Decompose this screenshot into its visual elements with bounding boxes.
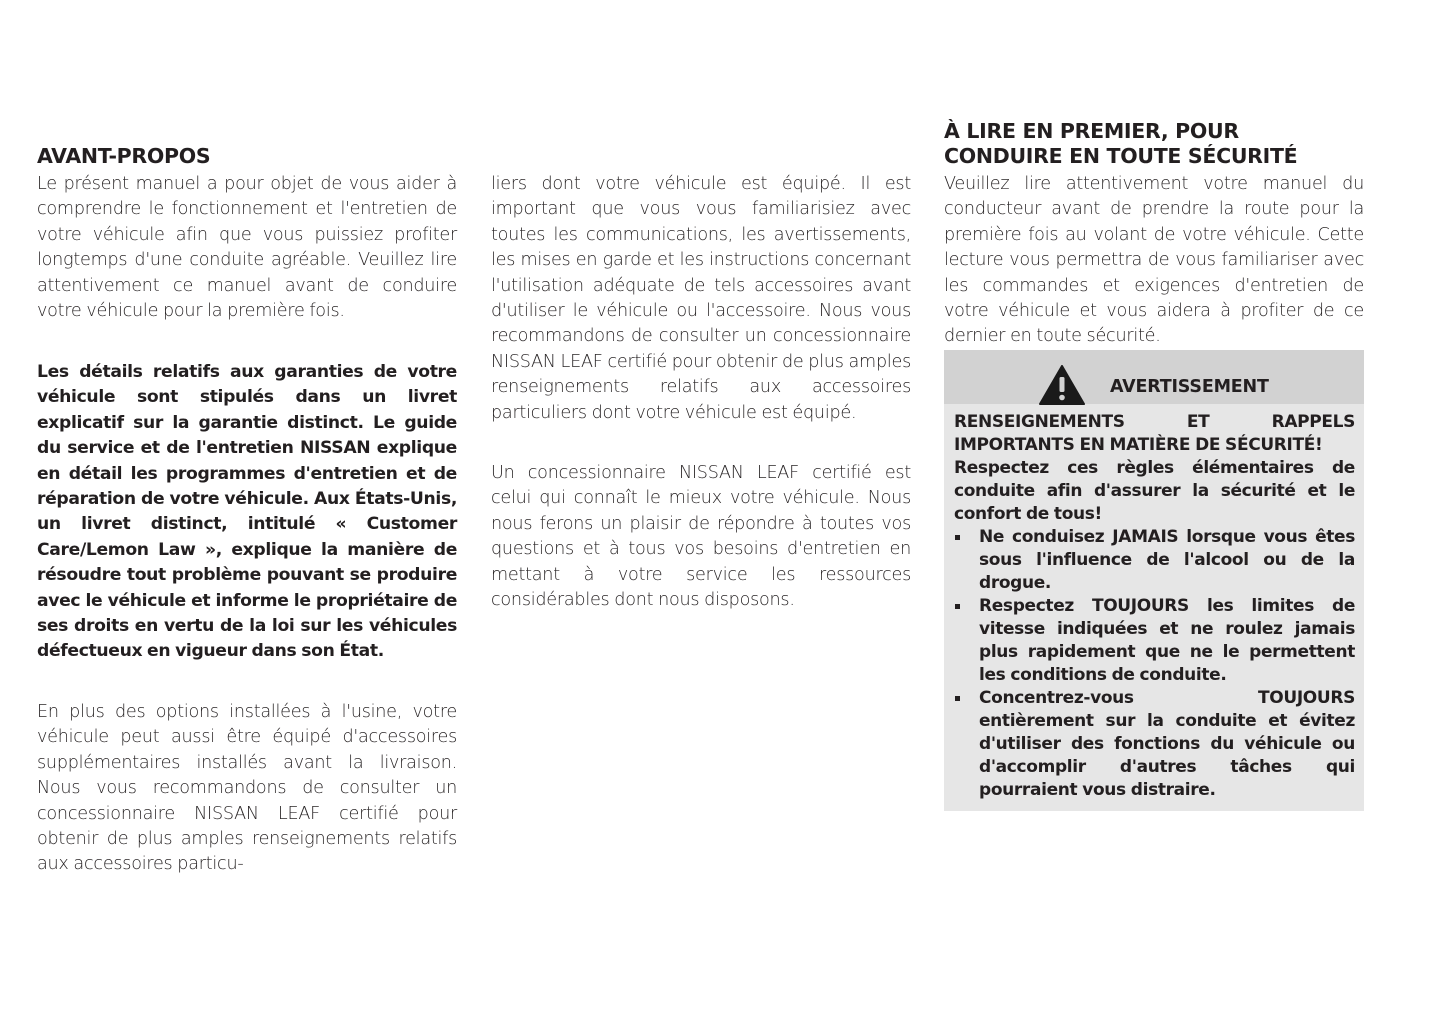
warning-list-item	[954, 595, 1355, 687]
bullet-icon	[955, 604, 960, 609]
section-heading-read-first	[944, 119, 1297, 169]
warning-header	[944, 350, 1364, 404]
accessories-continued-paragraph: liers dont votre véhicule est équipé. Il est important que vous vous familiarisiez avec toutes les communications, les avertissements, les mises en garde et les instructions concernant l'utilisation adéquate de tels accessoires avant d'utiliser le véhicule ou l'accessoire. Nous vous recommandons de consulter un concessionnaire NISSAN LEAF certifié pour obtenir de plus amples renseignements relatifs aux accessoires particuliers dont votre véhicule est équipé.	[491, 174, 911, 423]
read-manual-paragraph: Veuillez lire attentivement votre manuel du conducteur avant de prendre la route pour la première fois au volant de votre véhicule. Cette lecture vous permettra de vous familiariser avec les commandes et exigences d'entretien de votre véhicule et vous aidera à profiter de ce dernier en toute sécurité.	[944, 174, 1364, 347]
warranty-paragraph: Les détails relatifs aux garanties de votre véhicule sont stipulés dans un livret explicatif sur la garantie distinct. Le guide du service et de l'entretien NISSAN explique en détail les programmes d'entretien et de réparation de votre véhicule. Aux États-Unis, un livret distinct, intitulé « Customer Care/Lemon Law », explique la manière de résoudre tout problème pouvant se produire avec le véhicule et informe le propriétaire de ses droits en vertu de la loi sur les véhicules défectueux en vigueur dans son État.	[37, 362, 457, 662]
warning-item-text: Respectez TOUJOURS les limites de vitesse indiquées et ne roulez jamais plus rapidement que ne le permettent les conditions de conduite.	[979, 596, 1355, 685]
accessories-paragraph: En plus des options installées à l'usine, votre véhicule peut aussi être équipé d'accessoires supplémentaires installés avant la livraison. Nous vous recommandons de consulter un concessionnaire NISSAN LEAF certifié pour obtenir de plus amples renseignements relatifs aux accessoires particu-	[37, 702, 457, 875]
warning-item-text: Concentrez-vous TOUJOURS entièrement sur la conduite et évitez d'utiliser des fonctions du véhicule ou d'accomplir d'autres tâches qui pourraient vous distraire.	[979, 688, 1355, 800]
warning-subtitle: RENSEIGNEMENTS ET RAPPELS IMPORTANTS EN MATIÈRE DE SÉCURITÉ!	[954, 412, 1355, 455]
warning-triangle-icon	[1039, 365, 1085, 405]
foreword-paragraph: Le présent manuel a pour objet de vous aider à comprendre le fonctionnement et l'entretien de votre véhicule afin que vous puissiez profiter longtemps d'une conduite agréable. Veuillez lire attentivement ce manuel avant de conduire votre véhicule pour la première fois.	[37, 174, 457, 322]
bullet-icon	[955, 696, 960, 701]
warning-box	[944, 350, 1364, 811]
warning-intro: Respectez ces règles élémentaires de conduite afin d'assurer la sécurité et le confort de tous!	[954, 458, 1355, 524]
warning-list-item	[954, 526, 1355, 595]
warning-item-text: Ne conduisez JAMAIS lorsque vous êtes sous l'influence de l'alcool ou de la drogue.	[979, 527, 1355, 593]
warning-title: AVERTISSEMENT	[1110, 377, 1269, 397]
dealer-paragraph: Un concessionnaire NISSAN LEAF certifié est celui qui connaît le mieux votre véhicule. Nous nous ferons un plaisir de répondre à toutes vos questions et à tous vos besoins d'entretien en mettant à votre service les ressources considérables dont nous disposons.	[491, 463, 911, 611]
warning-list-item	[954, 687, 1355, 802]
warning-list	[954, 526, 1355, 802]
heading-line-2: CONDUIRE EN TOUTE SÉCURITÉ	[944, 144, 1298, 168]
heading-line-1: À LIRE EN PREMIER, POUR	[944, 119, 1239, 143]
bullet-icon	[955, 535, 960, 540]
section-heading-avant-propos: AVANT-PROPOS	[37, 144, 211, 168]
